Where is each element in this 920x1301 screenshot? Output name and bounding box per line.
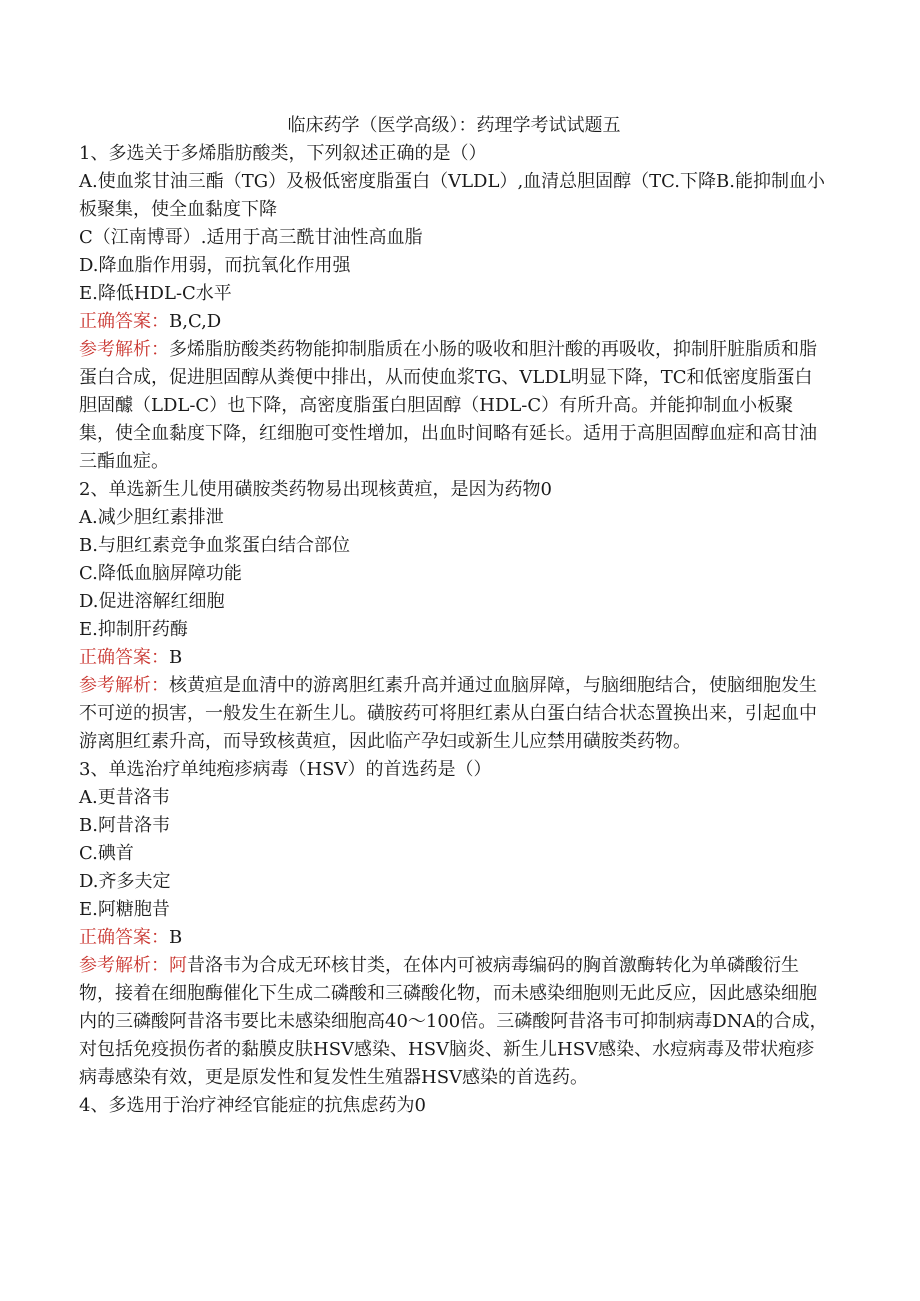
analysis xyxy=(79,336,829,476)
answer-label: 正确答案： xyxy=(79,927,169,948)
option-a: A.更昔洛韦 xyxy=(79,787,170,808)
option-d: D.降血脂作用弱，而抗氧化作用强 xyxy=(79,255,351,276)
answer-label: 正确答案： xyxy=(79,311,169,332)
option-a: A.使血浆甘油三酯（TG）及极低密度脂蛋白（VLDL）,血清总胆固醇（TC.下降B.能抑制血小板聚集，使全血黏度下降 xyxy=(79,171,825,220)
analysis-text: 昔洛韦为合成无环核甘类，在体内可被病毒编码的胸首激酶转化为单磷酸衍生物，接着在细胞酶催化下生成二磷酸和三磷酸化物，而未感染细胞则无此反应，因此感染细胞内的三磷酸阿昔洛韦要比未感染细胞高40～100倍。三磷酸阿昔洛韦可抑制病毒DNA的合成，对包括免疫损伤者的黏膜皮肤HSV感染、HSV脑炎、新生儿HSV感染、水痘病毒及带状疱疹病毒感染有效，更是原发性和复发性生殖器HSV感染的首选药。 xyxy=(79,955,828,1088)
option-a: A.减少胆红素排泄 xyxy=(79,507,224,528)
analysis xyxy=(79,672,829,756)
option-e: E.阿糖胞昔 xyxy=(79,899,170,920)
option-c: C.降低血脑屏障功能 xyxy=(79,563,242,584)
question-4 xyxy=(79,1092,829,1120)
question-2 xyxy=(79,476,829,756)
answer-line xyxy=(79,308,829,336)
question-3 xyxy=(79,756,829,1092)
option-d: D.齐多夫定 xyxy=(79,871,171,892)
option-d: D.促进溶解红细胞 xyxy=(79,591,225,612)
option-c: C（江南博哥）.适用于高三酰甘油性高血脂 xyxy=(79,227,423,248)
option-e: E.抑制肝药酶 xyxy=(79,619,188,640)
answer-value: B xyxy=(169,647,183,668)
page-title: 临床药学（医学高级）：药理学考试试题五 xyxy=(287,115,621,136)
answer-line xyxy=(79,924,829,952)
question-1 xyxy=(79,140,829,476)
analysis-label: 参考解析： xyxy=(79,675,169,696)
analysis-label: 参考解析： xyxy=(79,339,169,360)
answer-value: B xyxy=(169,927,183,948)
option-b: B.阿昔洛韦 xyxy=(79,815,170,836)
answer-label: 正确答案： xyxy=(79,647,169,668)
question-stem: 4、多选用于治疗神经官能症的抗焦虑药为0 xyxy=(79,1095,426,1116)
question-stem: 3、单选治疗单纯疱疹病毒（HSV）的首选药是（） xyxy=(79,759,492,780)
option-e: E.降低HDL-C水平 xyxy=(79,283,232,304)
analysis-text: 核黄疸是血清中的游离胆红素升高并通过血脑屏障，与脑细胞结合，使脑细胞发生不可逆的损害，一般发生在新生儿。磺胺药可将胆红素从白蛋白结合状态置换出来，引起血中游离胆红素升高，而导致核黄疸，因此临产孕妇或新生儿应禁用磺胺类药物。 xyxy=(79,675,817,752)
answer-line xyxy=(79,644,829,672)
option-b: B.与胆红素竞争血浆蛋白结合部位 xyxy=(79,535,350,556)
question-stem: 2、单选新生儿使用磺胺类药物易出现核黄疸，是因为药物0 xyxy=(79,479,552,500)
option-c: C.碘首 xyxy=(79,843,134,864)
analysis-first-char: 阿 xyxy=(169,955,187,976)
analysis-label: 参考解析： xyxy=(79,955,169,976)
analysis-text: 多烯脂肪酸类药物能抑制脂质在小肠的吸收和胆汁酸的再吸收，抑制肝脏脂质和脂蛋白合成，促进胆固醇从粪便中排出，从而使血浆TG、VLDL明显下降，TC和低密度脂蛋白胆固醵（LDL-C）也下降，高密度脂蛋白胆固醇（HDL-C）有所升高。并能抑制血小板聚集，使全血黏度下降，红细胞可变性增加，出血时间略有延长。适用于高胆固醇血症和高甘油三酯血症。 xyxy=(79,339,817,472)
answer-value: B,C,D xyxy=(169,311,222,332)
document-page xyxy=(79,112,829,1120)
analysis xyxy=(79,952,829,1092)
question-stem: 1、多选关于多烯脂肪酸类，下列叙述正确的是（） xyxy=(79,143,487,164)
